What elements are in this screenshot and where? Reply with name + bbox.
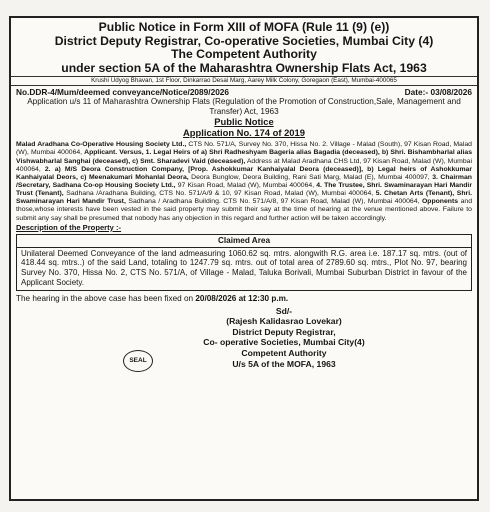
applicant-name: Malad Aradhana Co-Operative Housing Society Ltd., [16, 141, 187, 149]
office-address: Krushi Udyog Bhavan, 1st Floor, Dinkarrao Desai Marg, Aarey Milk Colony, Goregaon (East), Mumbai-400065 [11, 76, 477, 86]
hearing-prefix: The hearing in the above case has been fixed on [16, 293, 196, 303]
claimed-area-box [16, 234, 472, 291]
signatory-designation: District Deputy Registrar, [232, 326, 336, 337]
opponent-4-address: Sadhana /Aradhana Building, CTS No. 571/A/9 & 10, 97 Kisan Road, Malad (W), Mumbai 400064, [63, 190, 376, 198]
notice-title-line-3: The Competent Authority [171, 47, 317, 61]
notice-title-line-2: District Deputy Registrar, Co-operative Societies, Mumbai City (4) [54, 33, 434, 48]
reference-row [16, 87, 472, 97]
public-notice [9, 16, 479, 501]
signatory-authority: Competent Authority [241, 347, 327, 358]
property-description-heading: Description of the Property :- [16, 222, 122, 232]
opponents-label: Opponents [421, 198, 459, 206]
applicant-address: CTS No. 571/A, Survey No. 370, Hissa No. 2. Village - Malad (South), 97 Kisan Road, Malad (W), Mumbai 400064, [16, 141, 472, 157]
application-number: Application No. 174 of 2019 [183, 127, 305, 139]
opponent-1: Applicant. Versus, 1. Legal Heirs of a) Shri Radheshyam Bageria alias Bagadia (deceased), b) Shri. Bishambharlal alias Vishwabharlal Sanghai (deceased), c) Smt. Sharadevi Vaid (deceased), [16, 149, 473, 165]
signatory-office: Co- operative Societies, Mumbai City(4) [203, 337, 365, 348]
claimed-area-heading: Claimed Area [17, 235, 471, 248]
opponent-1-address: Address at Malad Aradhana CHS Ltd, 97 Kisan Road, Malad (W), Mumbai 400064, [16, 157, 472, 173]
opponent-3: 3. Chairman /Secretary, Sadhana Co-op Housing Society Ltd., [16, 173, 472, 189]
opponent-5-address: Sadhana / Aradhana Building. CTS No. 571/A/8, 97 Kisan Road, Malad (W), Mumbai 400064, [125, 198, 422, 206]
opponent-2-address: Deora Bunglow, Deora Building, Rani Sati Marg, Malad (E), Mumbai 400097, [188, 173, 433, 181]
opponent-4: 4. The Trustee, Shri. Swaminarayan Hari Mandir Trust (Tenant), [16, 181, 473, 198]
hearing-datetime: 20/08/2026 at 12:30 p.m. [195, 293, 289, 303]
signature-block [16, 306, 472, 370]
signatory-act: U/s 5A of the MOFA, 1963 [232, 358, 336, 369]
notice-body [16, 141, 472, 223]
opponent-5: 5. Chetan Arts (Tenant), Shri. Swaminarayan Hari Mandir Trust, [16, 190, 472, 206]
hearing-line [16, 294, 472, 304]
opponent-3-address: 97 Kisan Road, Malad (W), Mumbai 400064, [175, 181, 317, 189]
notice-title-line-4: under section 5A of the Maharashtra Ownership Flats Act, 1963 [61, 60, 427, 75]
signature-sd: Sd/- [275, 305, 293, 316]
claimed-area-text: Unilateral Deemed Conveyance of the land admeasuring 1060.62 sq. mtrs. alongwith R.G. area i.e. 187.17 sq. mtrs. (out of 418.44 sq. mtrs..) of the said Land, totaling to 1247.79 sq. mtrs. out of total area of 2789.60 sq. mtrs., Plot No. 97, bearing Survey No. 370, Hissa No. 2, CTS No. 571/A, of Village - Malad, Taluka Borivali, Mumbai Suburban District in favour of the Applicant Society. [21, 248, 467, 287]
application-act-line: Application u/s 11 of Maharashtra Ownership Flats (Regulation of the Promotion of Construction,Sale, Management and Transfer) Act, 1963 [27, 97, 461, 116]
notice-date: Date:- 03/08/2026 [404, 87, 472, 97]
public-notice-heading: Public Notice [214, 116, 274, 128]
notice-title-line-1: Public Notice in Form XIII of MOFA (Rule 11 (9) (e)) [98, 20, 390, 34]
reference-number: No.DDR-4/Mum/deemed conveyance/Notice/2089/2026 [16, 87, 230, 97]
seal-stamp: SEAL [123, 350, 153, 372]
opponent-2: 2. a) M/S Deora Construction Company, [Prop. Ashokkumar Kanhaiyalal Deora (deceased)], b) Legal heirs of Ashokkumar Kanhaiyalal Deors, c) Meenakumari Mohanlal Deora, [16, 165, 473, 181]
notice-instructions: and those,whose interests have been vested in the said property may submit their say at the time of hearing at the venue mentioned above. Failure to submit any say shall be presumed that nobody has any objection in this regard and further action will be taken accordingly. [16, 198, 472, 222]
signatory-name: (Rajesh Kalidasrao Lovekar) [226, 316, 342, 327]
